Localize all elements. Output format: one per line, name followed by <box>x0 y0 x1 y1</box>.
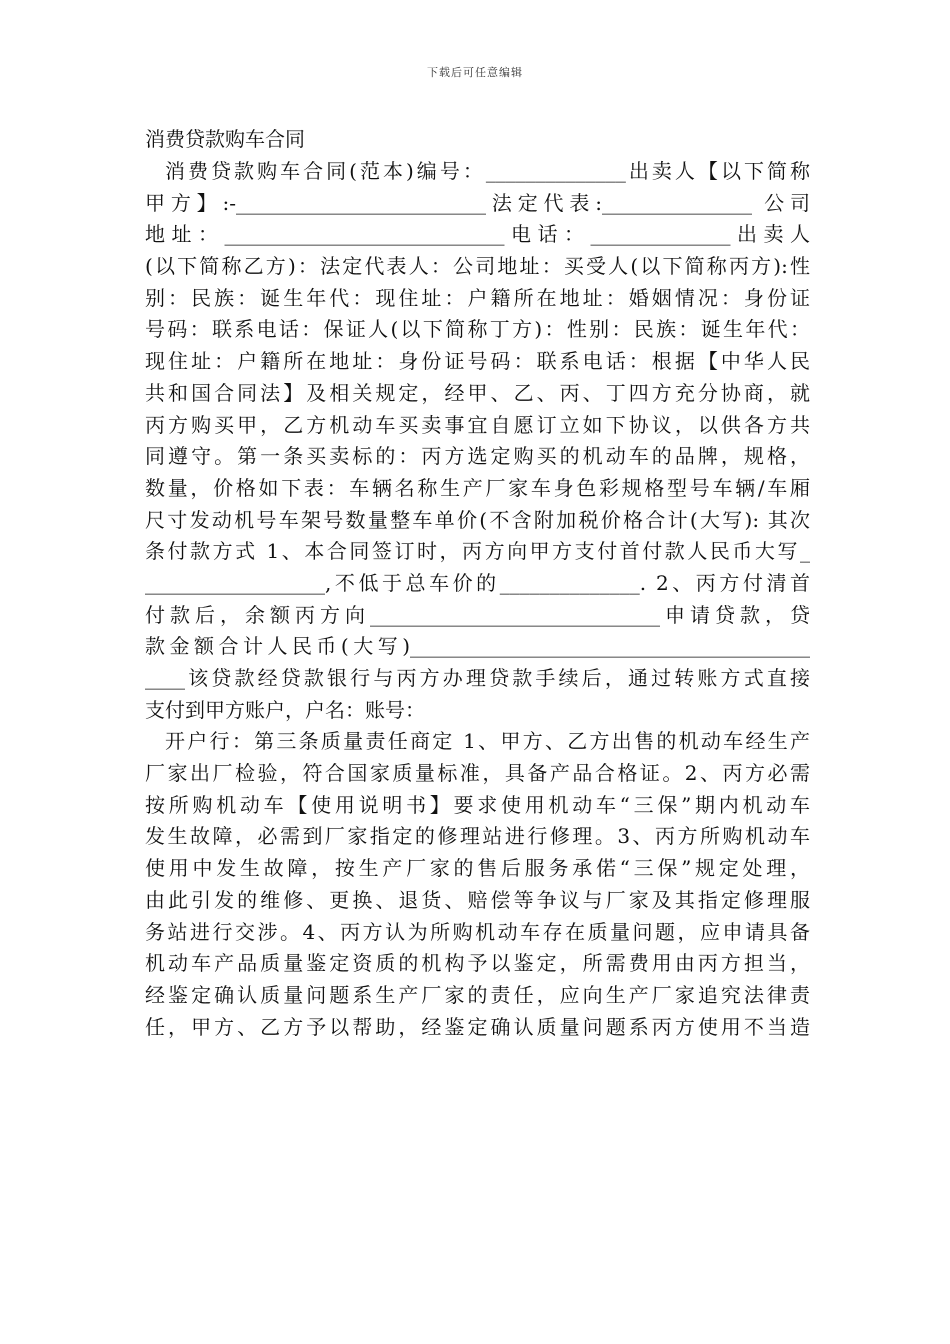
body-line: 使用中发生故障，按生产厂家的售后服务承偌“三保”规定处理， <box>145 856 810 881</box>
body-line: 经鉴定确认质量问题系生产厂家的责任，应向生产厂家追究法律责 <box>145 982 810 1007</box>
body-line: 付款后，余额丙方向_____________________________申请贷款，贷 <box>145 602 810 627</box>
body-line: 甲方】:-_________________________法定代表:_______________ 公司 <box>145 190 810 215</box>
body-line: 别：民族：诞生年代：现住址：户籍所在地址：婚姻情况：身份证 <box>145 285 810 310</box>
body-line: 按所购机动车【使用说明书】要求使用机动车“三保”期内机动车 <box>145 792 810 817</box>
body-line: 消费贷款购车合同(范本)编号：______________出卖人【以下简称 <box>165 159 810 183</box>
body-line: 地址：____________________________电话：______________出卖人 <box>145 222 810 247</box>
body-line: 数量，价格如下表：车辆名称生产厂家车身色彩规格型号车辆/车厢 <box>145 475 810 500</box>
body-line: 现住址：户籍所在地址：身份证号码：联系电话：根据【中华人民 <box>145 349 810 374</box>
body-line: 厂家出厂检验，符合国家质量标准，具备产品合格证。2、丙方必需 <box>145 761 810 786</box>
body-line: 款金额合计人民币(大写)________________________________________ <box>145 634 810 659</box>
body-line: 尺寸发动机号车架号数量整车单价(不含附加税价格合计(大写): 其次 <box>145 507 810 532</box>
body-line: ____该贷款经贷款银行与丙方办理贷款手续后，通过转账方式直接 <box>145 666 810 690</box>
body-line: 支付到甲方账户，户名：账号： <box>145 697 425 722</box>
body-line: 丙方购买甲，乙方机动车买卖事宜自愿订立如下协议，以供各方共 <box>145 412 810 437</box>
body-line: 同遵守。第一条买卖标的：丙方选定购买的机动车的品牌，规格， <box>145 444 810 469</box>
body-line: 共和国合同法】及相关规定，经甲、乙、丙、丁四方充分协商，就 <box>145 380 810 405</box>
body-line: 开户行：第三条质量责任商定 1、甲方、乙方出售的机动车经生产 <box>165 729 810 754</box>
body-line: (以下简称乙方)：法定代表人：公司地址：买受人(以下简称丙方):性 <box>145 254 810 279</box>
body-line: 条付款方式 1、本合同签订时，丙方向甲方支付首付款人民币大写_ <box>145 539 810 564</box>
body-line: 机动车产品质量鉴定资质的机构予以鉴定，所需费用由丙方担当， <box>145 951 810 976</box>
body-line: 务站进行交涉。4、丙方认为所购机动车存在质量问题，应申请具备 <box>145 919 810 944</box>
document-body <box>145 156 810 1043</box>
body-line: __________________,不低于总车价的______________. 2、丙方付清首 <box>145 570 810 595</box>
page-header: 下载后可任意编辑 <box>427 66 523 79</box>
body-line: 发生故障，必需到厂家指定的修理站进行修理。3、丙方所购机动车 <box>145 824 810 849</box>
document-title: 消费贷款购车合同 <box>145 127 305 151</box>
body-line: 号码：联系电话：保证人(以下简称丁方)：性别：民族：诞生年代： <box>145 317 810 342</box>
body-line: 任，甲方、乙方予以帮助，经鉴定确认质量问题系丙方使用不当造 <box>145 1014 810 1039</box>
body-line: 由此引发的维修、更换、退货、赔偿等争议与厂家及其指定修理服 <box>145 887 810 912</box>
